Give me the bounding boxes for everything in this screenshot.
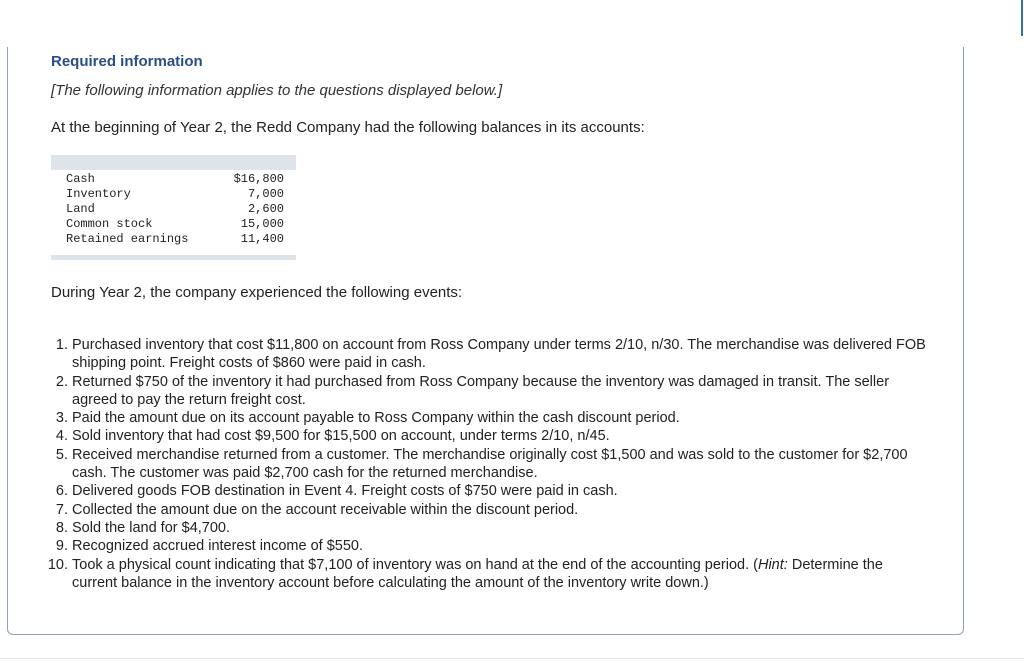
list-item: [51, 409, 931, 427]
table-bottom-bar: [51, 255, 296, 260]
event-text: Delivered goods FOB destination in Event 4. Freight costs of $750 were paid in cash.: [72, 483, 618, 500]
event-text: Returned $750 of the inventory it had purchased from Ross Company because the inventory was damaged in transit. The seller agreed to pay the return freight cost.: [72, 373, 890, 408]
event-text: Sold the land for $4,700.: [72, 519, 231, 536]
event-text: Recognized accrued interest income of $550.: [72, 538, 363, 555]
table-row: [51, 217, 296, 232]
events-intro: During Year 2, the company experienced the following events:: [51, 284, 463, 301]
event-number: 6.: [55, 483, 68, 500]
event-text: Collected the amount due on the account receivable within the discount period.: [72, 501, 579, 518]
event-number: 4.: [55, 428, 68, 445]
events-list: [47, 336, 931, 592]
account-name: Inventory: [66, 187, 131, 201]
account-amount: 11,400: [240, 232, 284, 246]
required-information-note: [The following information applies to the questions displayed below.]: [51, 82, 503, 99]
event-text: Took a physical count indicating that $7,100 of inventory was on hand at the end of the accounting period. (: [72, 556, 758, 573]
table-row: [51, 172, 296, 187]
event-text-continued: Determine the current balance in the inventory account before calculating the amount of the inventory write down.): [72, 556, 883, 591]
event-text: Sold inventory that had cost $9,500 for $15,500 on account, under terms 2/10, n/45.: [72, 428, 610, 445]
account-name: Common stock: [66, 217, 153, 231]
account-amount: 2,600: [247, 202, 284, 216]
event-text: Purchased inventory that cost $11,800 on account from Ross Company under terms 2/10, n/30. The merchandise was delivered FOB shipping point. Freight costs of $860 were paid in cash.: [72, 337, 926, 372]
account-name: Retained earnings: [66, 232, 189, 246]
bottom-divider: [0, 658, 1024, 659]
list-item: [51, 519, 931, 537]
table-row: [51, 202, 296, 217]
account-amount: 15,000: [240, 217, 284, 231]
list-item: [51, 501, 931, 519]
list-item: [51, 336, 931, 373]
account-amount: $16,800: [233, 172, 284, 186]
account-name: Land: [66, 202, 95, 216]
list-item: [51, 446, 931, 483]
list-item: [51, 482, 931, 500]
intro-text: At the beginning of Year 2, the Redd Company had the following balances in its accounts:: [51, 119, 645, 136]
required-information-title: Required information: [51, 53, 203, 70]
hint-label: Hint:: [757, 556, 788, 573]
account-name: Cash: [66, 172, 95, 186]
scroll-marker: [1021, 0, 1023, 36]
event-number: 8.: [55, 519, 68, 536]
table-top-bar: [51, 155, 296, 170]
event-number: 9.: [55, 538, 68, 555]
list-item: [51, 427, 931, 445]
balances-table: [51, 155, 296, 260]
account-amount: 7,000: [247, 187, 284, 201]
event-text: Paid the amount due on its account payable to Ross Company within the cash discount period.: [72, 410, 680, 427]
event-number: 7.: [55, 501, 68, 518]
table-row: [51, 232, 296, 247]
event-number: 1.: [55, 337, 68, 353]
event-text: Received merchandise returned from a customer. The merchandise originally cost $1,500 and was sold to the customer for $2,700 cash. The customer was paid $2,700 cash for the returned merchandise.: [72, 446, 908, 482]
table-row: [51, 187, 296, 202]
event-number: 5.: [55, 446, 68, 463]
list-item: [47, 556, 931, 593]
event-number: 2.: [55, 373, 68, 390]
list-item: [51, 537, 931, 555]
event-number: 10.: [47, 556, 68, 573]
list-item: [51, 373, 931, 410]
event-number: 3.: [55, 410, 68, 427]
